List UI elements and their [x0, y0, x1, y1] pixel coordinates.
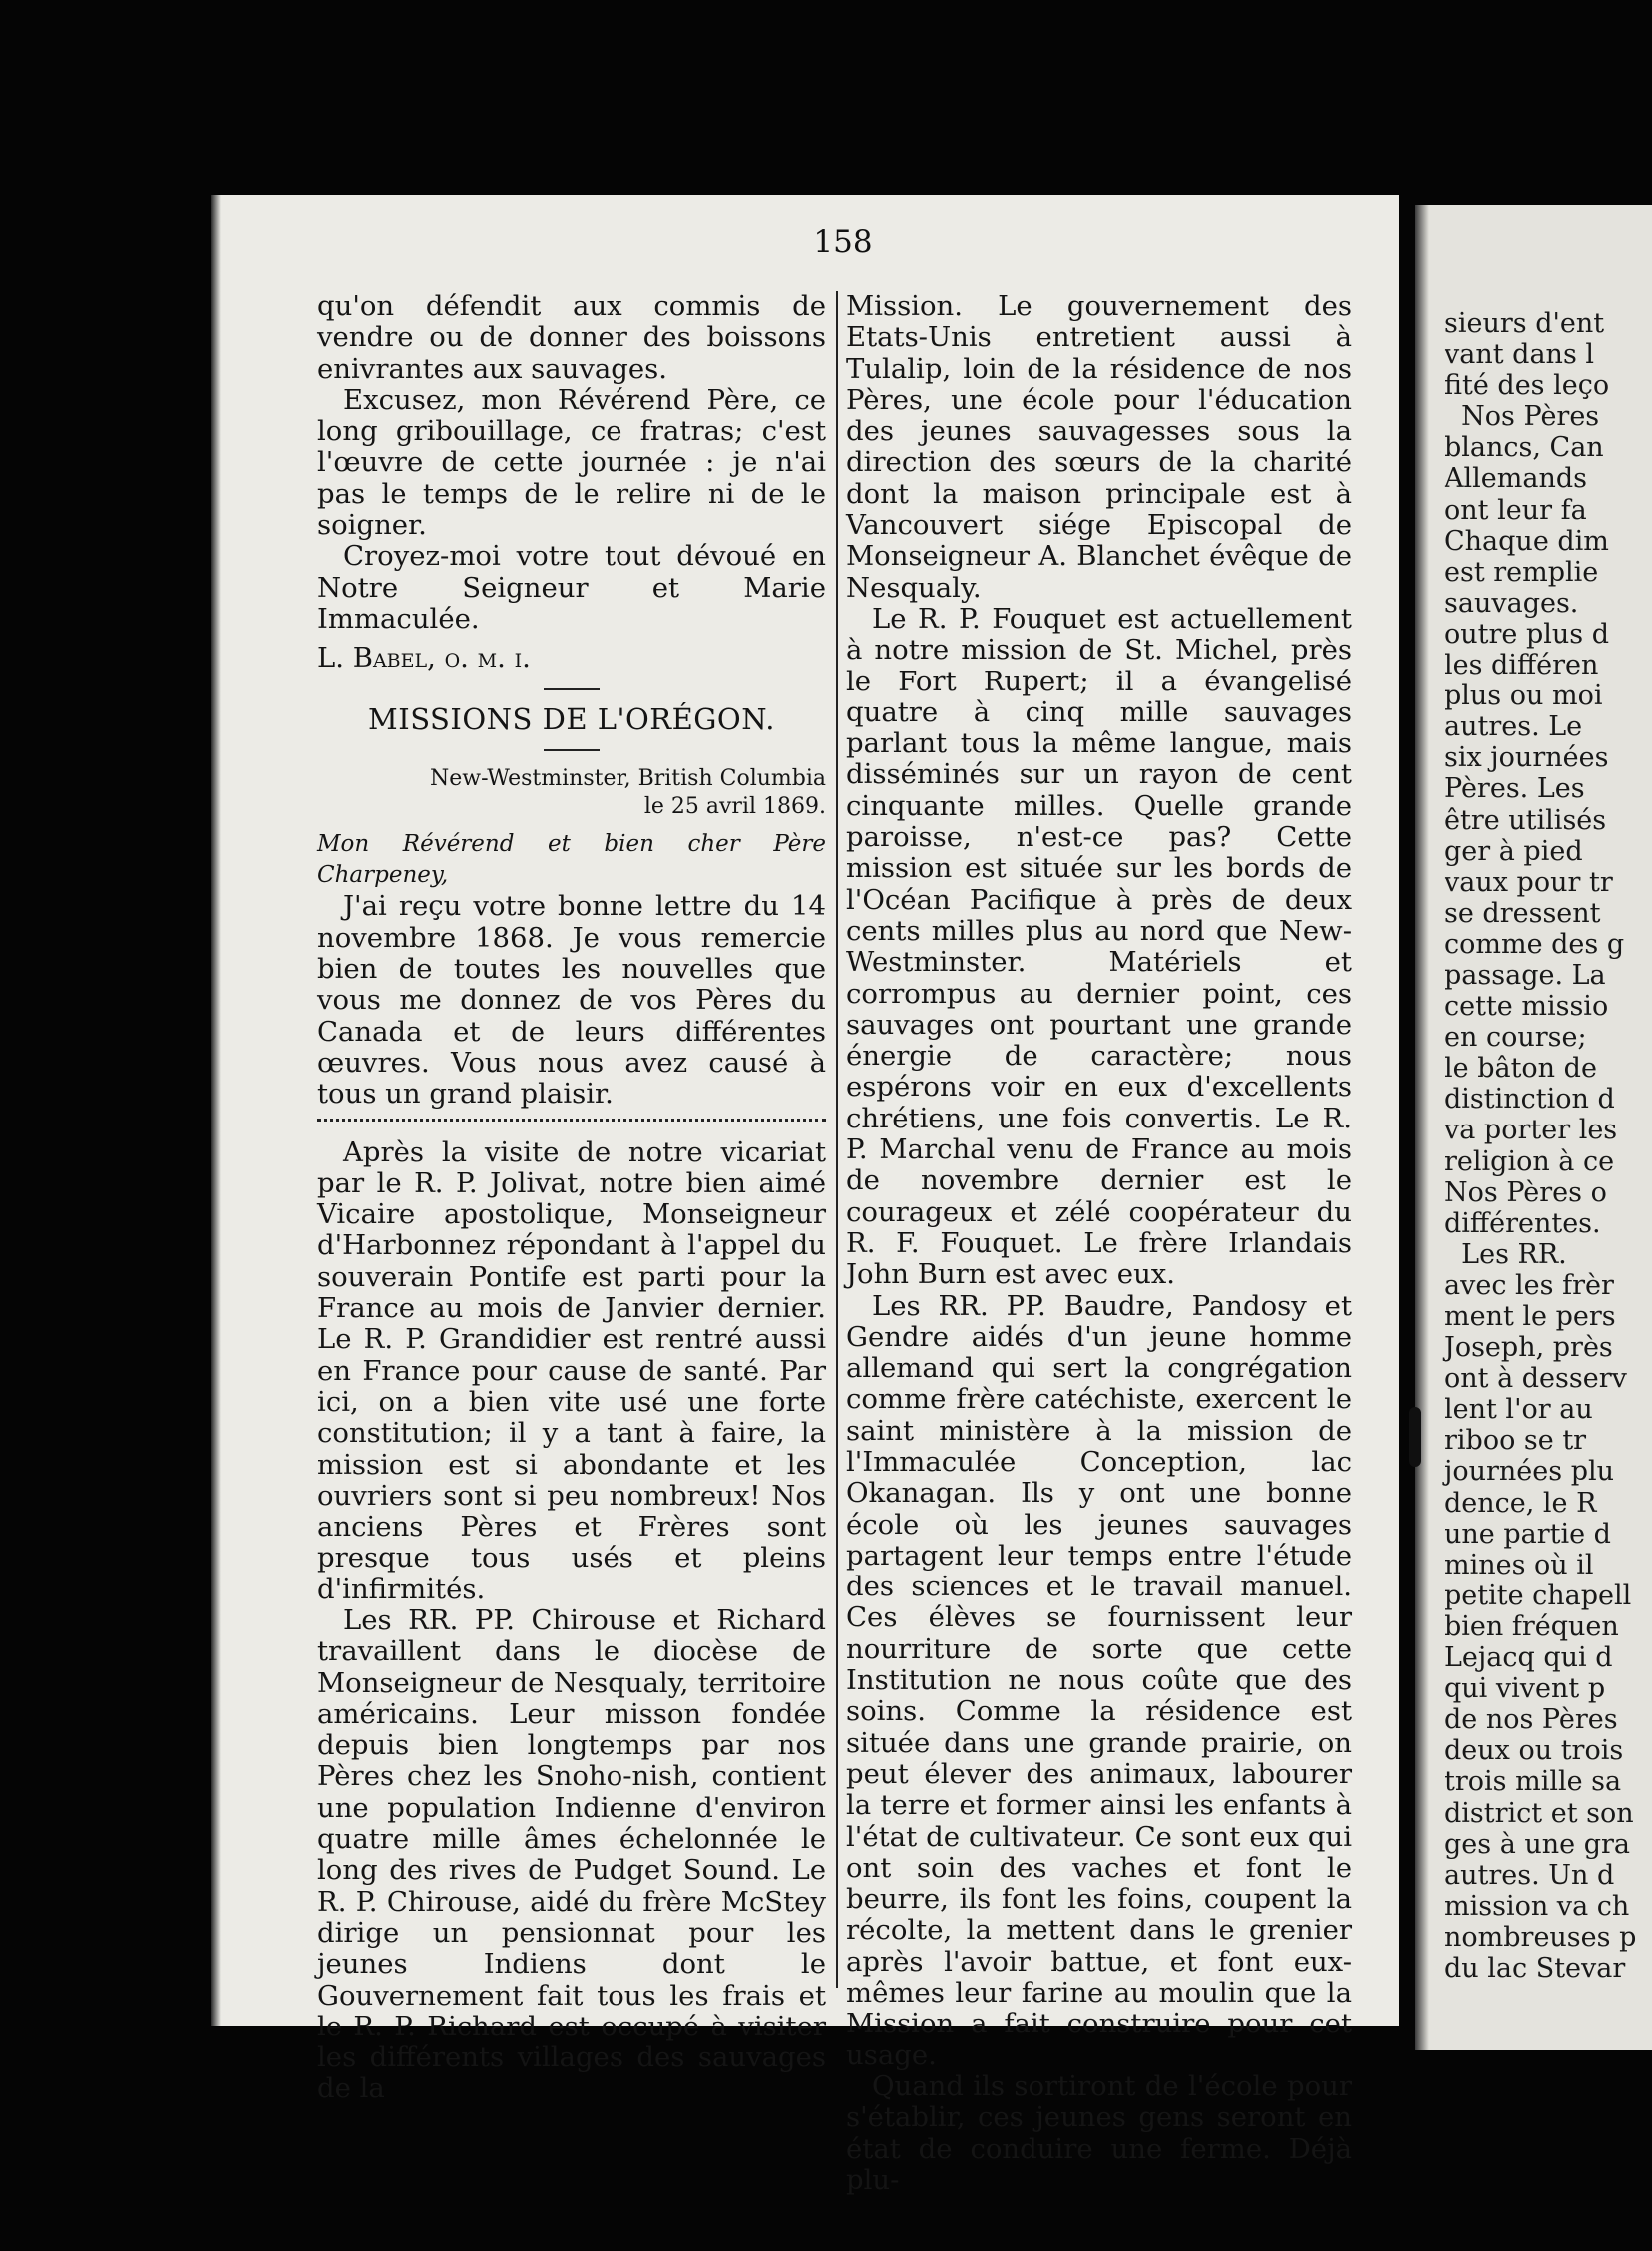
- adjacent-page-line: de nos Pères: [1445, 1704, 1618, 1736]
- adjacent-page-line: fité des leço: [1445, 370, 1610, 402]
- adjacent-page-line: distinction d: [1445, 1084, 1615, 1116]
- adjacent-page-text: [1445, 308, 1636, 1984]
- adjacent-page-line: lent l'or au: [1445, 1394, 1593, 1426]
- adjacent-page-line: passage. La: [1445, 959, 1606, 991]
- adjacent-page-line: outre plus d: [1445, 618, 1609, 650]
- adjacent-page-line: comme des g: [1445, 928, 1625, 960]
- salutation: Mon Révérend et bien cher Père Charpeney,: [317, 830, 826, 889]
- adjacent-page-line: riboo se tr: [1445, 1425, 1587, 1457]
- heading-rule-bottom: [544, 749, 600, 751]
- adjacent-page-line: Joseph, près: [1445, 1332, 1613, 1364]
- adjacent-page-line: différentes.: [1445, 1207, 1601, 1239]
- adjacent-page-line: petite chapell: [1445, 1579, 1632, 1611]
- column-divider: [836, 291, 838, 1988]
- adjacent-page-line: vant dans l: [1445, 339, 1595, 371]
- dateline-date: le 25 avril 1869.: [643, 793, 826, 819]
- adjacent-page-line: Nos Pères o: [1445, 1176, 1607, 1208]
- adjacent-page-line: est remplie: [1445, 556, 1599, 588]
- adjacent-page-line: autres. Un d: [1445, 1859, 1615, 1891]
- adjacent-page-line: mission va ch: [1445, 1890, 1630, 1922]
- adjacent-page-line: sieurs d'ent: [1445, 308, 1605, 339]
- adjacent-page-line: les différen: [1445, 650, 1599, 681]
- adjacent-page-line: cette missio: [1445, 991, 1609, 1023]
- adjacent-page-line: être utilisés: [1445, 804, 1607, 836]
- adjacent-page-line: journées plu: [1445, 1456, 1615, 1488]
- adjacent-page-line: se dressent: [1445, 897, 1601, 929]
- adjacent-page-line: dence, le R: [1445, 1487, 1597, 1519]
- adjacent-page-line: une partie d: [1445, 1518, 1611, 1550]
- paragraph-quand: Quand ils sortiront de l'école pour s'établir, ces jeunes gens seront en état de conduire une ferme. Déjà plu-: [846, 2069, 1352, 2196]
- adjacent-page-line: sauvages.: [1445, 587, 1579, 619]
- adjacent-page-line: ges à une gra: [1445, 1828, 1631, 1860]
- adjacent-page-line: nombreuses p: [1445, 1921, 1637, 1953]
- adjacent-page-line: Nos Pères: [1445, 401, 1600, 433]
- adjacent-page-line: district et son: [1445, 1797, 1634, 1829]
- adjacent-page-line: Pères. Les: [1445, 773, 1585, 805]
- paragraph-recu: J'ai reçu votre bonne lettre du 14 novembre 1868. Je vous remercie bien de toutes les nouvelles que vous me donnez de vos Pères du Canada et de leurs différentes œuvres. Vous nous avez causé à tous un grand plaisir.: [317, 890, 826, 1111]
- adjacent-page-line: Allemands: [1445, 463, 1587, 495]
- adjacent-page-line: ont à desserv: [1445, 1363, 1627, 1395]
- adjacent-page-line: en course;: [1445, 1022, 1587, 1054]
- adjacent-page-line: Lejacq qui d: [1445, 1642, 1613, 1674]
- heading-rule-top: [544, 688, 600, 690]
- adjacent-page-line: bien fréquen: [1445, 1610, 1619, 1642]
- adjacent-page-line: deux ou trois: [1445, 1735, 1624, 1767]
- adjacent-page-line: vaux pour tr: [1445, 866, 1613, 898]
- adjacent-page-line: trois mille sa: [1445, 1766, 1622, 1798]
- adjacent-page-gutter: [1415, 205, 1429, 2050]
- adjacent-page-line: Les RR.: [1445, 1238, 1567, 1270]
- signature: L. Babel, o. m. i.: [317, 642, 531, 675]
- binding-mark: [1409, 1407, 1421, 1467]
- adjacent-page-line: religion à ce: [1445, 1145, 1615, 1177]
- adjacent-page-line: mines où il: [1445, 1549, 1594, 1580]
- adjacent-page-line: blancs, Can: [1445, 432, 1604, 464]
- paragraph-apres: Après la visite de notre vicariat par le R. P. Jolivat, notre bien aimé Vicaire apostolique, Monseigneur d'Harbonnez répondant à l'appel du souverain Pontife est parti pour la France au mois de Janvier dernier. Le R. P. Grandidier est rentré aussi en France pour cause de santé. Par ici, on a bien vite usé une forte constitution; il y a tant à faire, la mission est si abondante et les ouvriers sont si peu nombreux! Nos anciens Pères et Frères sont presque tous usés et pleins d'infirmités.: [317, 1135, 826, 1605]
- dotted-separator: [317, 1119, 826, 1127]
- adjacent-page-line: qui vivent p: [1445, 1673, 1606, 1705]
- dateline-place: New-Westminster, British Columbia: [429, 765, 826, 791]
- paragraph-mission: Mission. Le gouvernement des Etats-Unis entretient aussi à Tulalip, loin de la résidence de nos Pères, une école pour l'éducation des jeunes sauvagesses sous la direction des sœurs de la charité dont la maison principale est à Vancouvert siége Episcopal de Monseigneur A. Blanchet évêque de Nesqualy.: [846, 290, 1352, 604]
- paragraph-baudre: Les RR. PP. Baudre, Pandosy et Gendre aidés d'un jeune homme allemand qui sert la congrégation comme frère catéchiste, exercent le saint ministère à la mission de l'Immaculée Conception, lac Okanagan. Ils y ont une bonne école où les jeunes sauvages partagent leur temps entre l'étude des sciences et le travail manuel. Ces élèves se fournissent leur nourriture de sorte que cette Institution ne nous coûte que des soins. Comme la résidence est située dans une grande prairie, on peut élever des animaux, labourer la terre et former ainsi les enfants à l'état de cultivateur. Ce sont eux qui ont soin des vaches et font le beurre, ils font les foins, coupent la récolte, la mettent dans le grenier après l'avoir battue, et font eux-mêmes leur farine au moulin que la Mission a fait construire pour cet usage.: [846, 1289, 1352, 2071]
- paragraph-fouquet: Le R. P. Fouquet est actuellement à notre mission de St. Michel, près le Fort Rupert; il a évangelisé quatre à cinq mille sauvages parlant tous la même langue, mais disséminés sur un rayon de cent cinquante milles. Quelle grande paroisse, n'est-ce pas? Cette mission est située sur les bords de l'Océan Pacifique à près de deux cents milles plus au nord que New-Westminster. Matériels et corrompus au dernier point, ces sauvages ont pourtant une grande énergie de caractère; nous espérons voir en eux d'excellents chrétiens, une fois convertis. Le R. P. Marchal venu de France au mois de novembre dernier est le courageux et zélé coopérateur du R. F. Fouquet. Le frère Irlandais John Burn est avec eux.: [846, 602, 1352, 1291]
- right-column: [846, 291, 1352, 2196]
- adjacent-page-line: ger à pied: [1445, 835, 1583, 867]
- adjacent-page-line: six journées: [1445, 742, 1609, 774]
- page-number: 158: [813, 225, 873, 260]
- adjacent-page-line: le bâton de: [1445, 1053, 1597, 1085]
- adjacent-page-line: plus ou moi: [1445, 680, 1603, 712]
- page-edge-shadow: [211, 195, 221, 2026]
- paragraph-excusez: Excusez, mon Révérend Père, ce long gribouillage, ce fratras; c'est l'œuvre de cette journée : je n'ai pas le temps de le relire ni de le soigner.: [317, 383, 826, 542]
- adjacent-page-line: va porter les: [1445, 1115, 1618, 1146]
- adjacent-page-line: du lac Stevar: [1445, 1952, 1626, 1984]
- section-heading: MISSIONS DE L'ORÉGON.: [368, 701, 775, 736]
- paragraph-croyez: Croyez-moi votre tout dévoué en Notre Seigneur et Marie Immaculée.: [317, 540, 826, 635]
- paragraph-chirouse: Les RR. PP. Chirouse et Richard travaillent dans le diocèse de Monseigneur de Nesqualy, territoire américains. Leur misson fondée depuis bien longtemps par nos Pères chez les Snoho-nish, contient une population Indienne d'environ quatre mille âmes échelonnée le long des rives de Pudget Sound. Le R. P. Chirouse, aidé du frère McStey dirige un pensionnat pour les jeunes Indiens dont le Gouvernement fait tous les frais et le R. P. Richard est occupé à visiter les différents villages des sauvages de la: [317, 1603, 826, 2105]
- adjacent-page-line: autres. Le: [1445, 711, 1583, 743]
- adjacent-page-line: ont leur fa: [1445, 494, 1587, 526]
- adjacent-page-line: ment le pers: [1445, 1301, 1616, 1332]
- adjacent-page: [1415, 205, 1652, 2050]
- left-column: [317, 291, 826, 2105]
- adjacent-page-line: avec les frèr: [1445, 1269, 1614, 1301]
- paragraph-continuation: qu'on défendit aux commis de vendre ou de donner des boissons enivrantes aux sauvages.: [317, 290, 826, 385]
- adjacent-page-line: Chaque dim: [1445, 525, 1609, 557]
